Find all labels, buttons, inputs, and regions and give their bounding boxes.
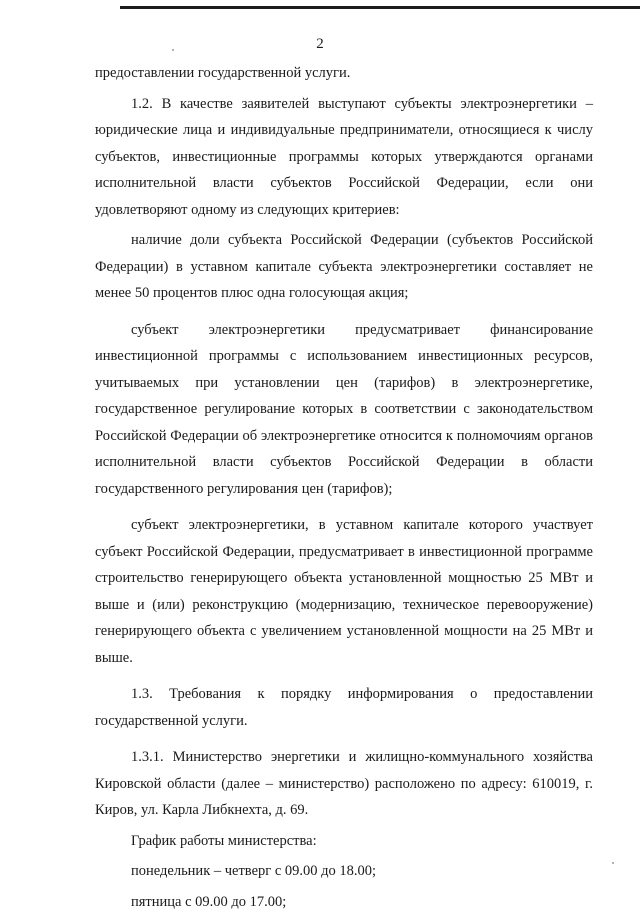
- document-body: [95, 60, 593, 915]
- paragraph-1-3-1-ministry-address: 1.3.1. Министерство энергетики и жилищно-коммунального хозяйства Кировской области (далее – министерство) расположено по адресу: 610019, г. Киров, ул. Карла Либкнехта, д. 69.: [95, 744, 593, 824]
- paragraph-schedule-heading: График работы министерства:: [95, 828, 593, 855]
- paragraph-criterion-generation: субъект электроэнергетики, в уставном капитале которого участвует субъект Российской Федерации, предусматривает в инвестиционной программе строительство генерирующего объекта установленной мощностью 25 МВт и выше и (или) реконструкцию (модернизацию, техническое перевооружение) генерирующего объекта с увеличением установленной мощности на 25 МВт и выше.: [95, 512, 593, 671]
- scan-edge-bar: [120, 6, 640, 9]
- paragraph-continuation: предоставлении государственной услуги.: [95, 60, 593, 87]
- page-number: 2: [0, 36, 640, 53]
- paragraph-schedule-fri: пятница с 09.00 до 17.00;: [95, 889, 593, 915]
- paragraph-criterion-share: наличие доли субъекта Российской Федерации (субъектов Российской Федерации) в уставном капитале субъекта электроэнергетики составляет не менее 50 процентов плюс одна голосующая акция;: [95, 227, 593, 307]
- scan-speck: [612, 862, 614, 864]
- paragraph-1-3-requirements: 1.3. Требования к порядку информирования о предоставлении государственной услуги.: [95, 681, 593, 734]
- paragraph-schedule-mon-thu: понедельник – четверг с 09.00 до 18.00;: [95, 858, 593, 885]
- scan-speck: [172, 49, 174, 51]
- paragraph-criterion-financing: субъект электроэнергетики предусматривает финансирование инвестиционной программы с использованием инвестиционных ресурсов, учитываемых при установлении цен (тарифов) в электроэнергетике, государственное регулирование которых в соответствии с законодательством Российской Федерации об электроэнергетике относится к полномочиям органов исполнительной власти субъектов Российской Федерации в области государственного регулирования цен (тарифов);: [95, 317, 593, 503]
- paragraph-1-2-applicants: 1.2. В качестве заявителей выступают субъекты электроэнергетики – юридические лица и индивидуальные предприниматели, относящиеся к числу субъектов, инвестиционные программы которых утверждаются органами исполнительной власти субъектов Российской Федерации, если они удовлетворяют одному из следующих критериев:: [95, 91, 593, 224]
